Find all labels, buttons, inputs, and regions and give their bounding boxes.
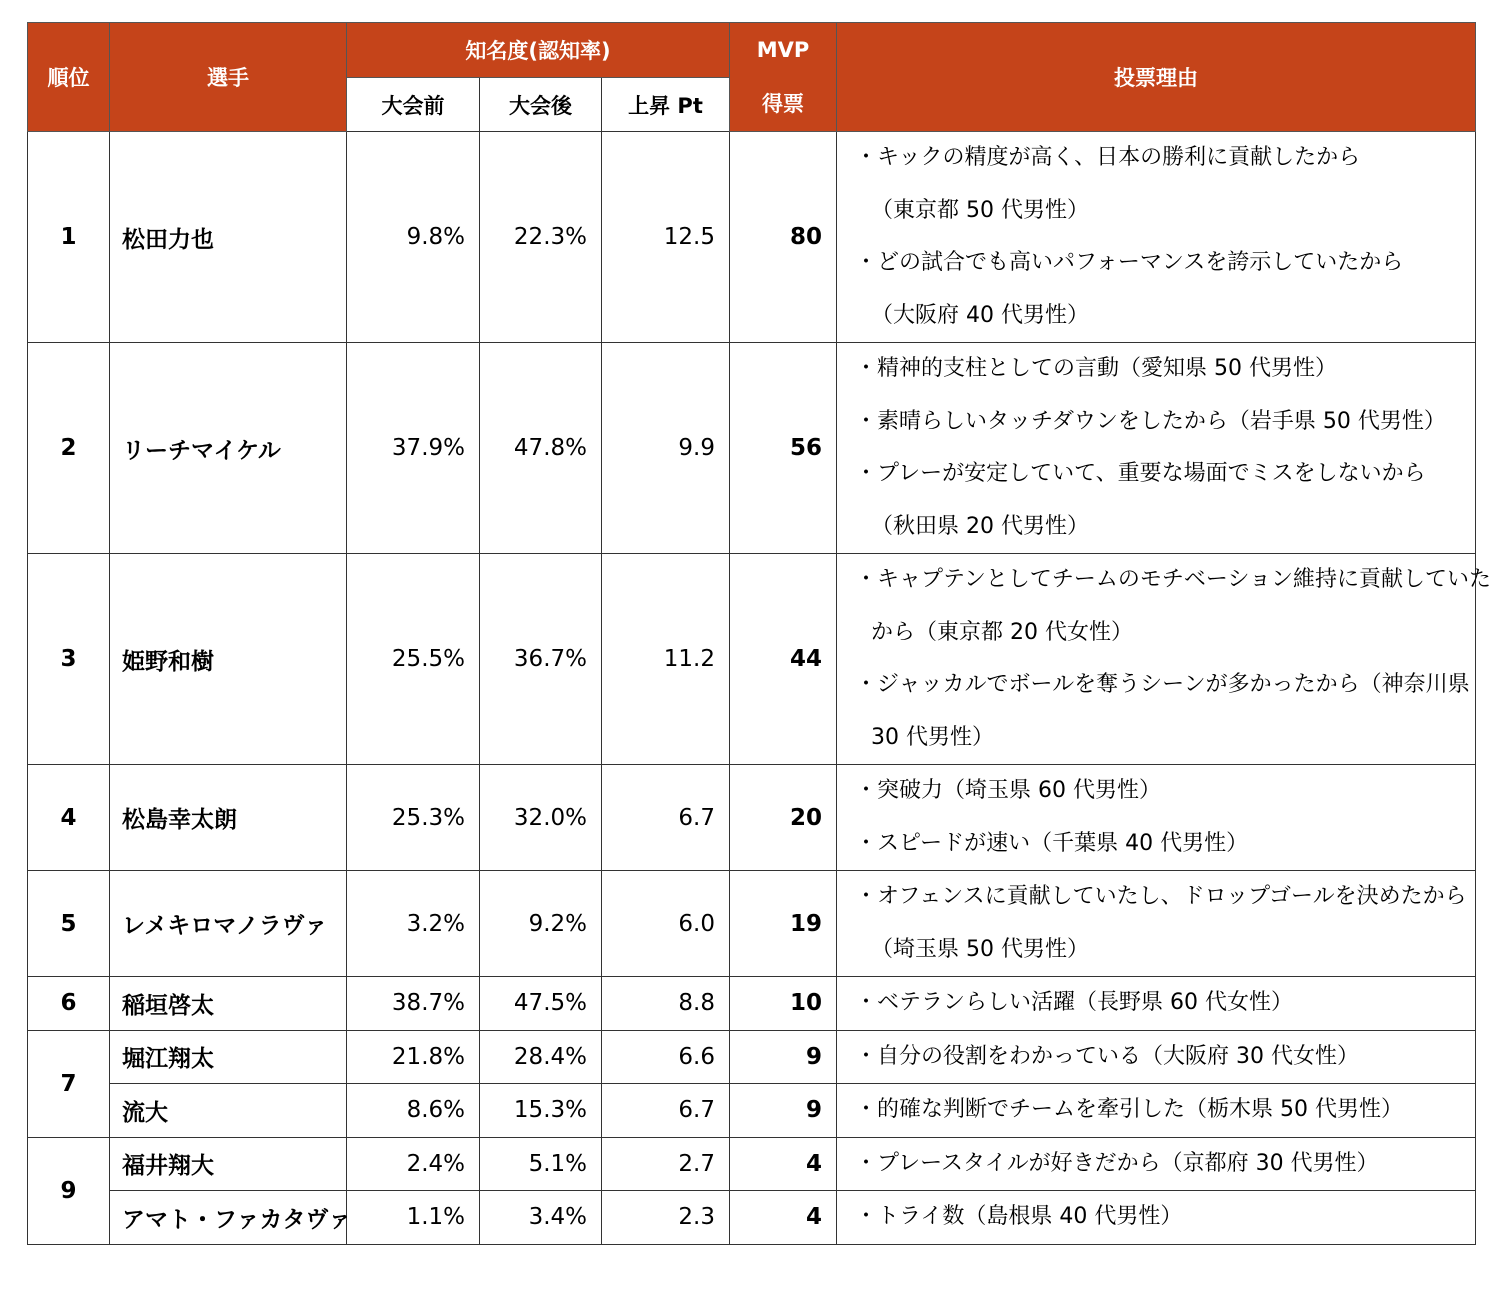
header-rank: 順位: [28, 23, 110, 132]
reason-line: （大阪府 40 代男性）: [871, 302, 1089, 328]
before-cell: 8.6%: [347, 1084, 480, 1138]
reason-cell: [837, 554, 1492, 765]
reason-line: ・素晴らしいタッチダウンをしたから（岩手県 50 代男性）: [855, 408, 1446, 434]
player-cell: 福井翔大: [110, 1137, 347, 1191]
mvp-votes-cell: 44: [730, 554, 837, 765]
reason-line: ・プレーが安定していて、重要な場面でミスをしないから: [855, 461, 1426, 486]
after-cell: 36.7%: [480, 554, 602, 765]
rise-cell: 2.3: [602, 1191, 730, 1245]
reason-line: 30 代男性）: [871, 724, 994, 750]
table-row: [28, 765, 1476, 871]
after-cell: 5.1%: [480, 1137, 602, 1191]
before-cell: 38.7%: [347, 977, 480, 1031]
reason-line: ・的確な判断でチームを牽引した（栃木県 50 代男性）: [855, 1097, 1403, 1122]
mvp-votes-cell: 4: [730, 1137, 837, 1191]
header-reason: 投票理由: [837, 23, 1476, 132]
before-cell: 9.8%: [347, 132, 480, 343]
rise-cell: 9.9: [602, 343, 730, 554]
rank-cell: 6: [28, 977, 110, 1031]
table-body: [28, 132, 1492, 1245]
table-row: [28, 1084, 1476, 1138]
before-cell: 21.8%: [347, 1030, 480, 1084]
table-row: [28, 554, 1476, 765]
reason-line: （埼玉県 50 代男性）: [871, 936, 1089, 962]
rank-cell: 3: [28, 554, 110, 765]
reason-line: ・どの試合でも高いパフォーマンスを誇示していたから: [855, 250, 1404, 275]
player-cell: アマト・ファカタヴァ: [110, 1191, 347, 1245]
rise-cell: 6.7: [602, 765, 730, 871]
rank-cell: 4: [28, 765, 110, 871]
reason-line: ・自分の役割をわかっている（大阪府 30 代女性）: [855, 1043, 1359, 1069]
reason-line: から（東京都 20 代女性）: [871, 619, 1133, 645]
player-cell: レメキロマノラヴァ: [110, 871, 347, 977]
rank-cell: 1: [28, 132, 110, 343]
before-cell: 2.4%: [347, 1137, 480, 1191]
mvp-votes-cell: 9: [730, 1084, 837, 1138]
reason-line: ・ジャッカルでボールを奪うシーンが多かったから（神奈川県: [855, 672, 1470, 697]
header-recognition-group: 知名度(認知率): [347, 23, 730, 78]
reason-cell: [837, 1137, 1476, 1191]
mvp-ranking-table: [27, 22, 1492, 1245]
player-cell: 松島幸太朗: [110, 765, 347, 871]
player-cell: 姫野和樹: [110, 554, 347, 765]
rank-cell: 7: [28, 1030, 110, 1137]
reason-line: ・ベテランらしい活躍（長野県 60 代女性）: [855, 990, 1293, 1015]
rise-cell: 12.5: [602, 132, 730, 343]
reason-cell: [837, 871, 1476, 977]
header-mvp: [730, 23, 837, 132]
rank-cell: 2: [28, 343, 110, 554]
table-row: [28, 871, 1476, 977]
after-cell: 47.8%: [480, 343, 602, 554]
header-before: 大会前: [347, 78, 480, 132]
rank-cell: 9: [28, 1137, 110, 1244]
after-cell: 15.3%: [480, 1084, 602, 1138]
reason-cell: [837, 1084, 1476, 1138]
after-cell: 28.4%: [480, 1030, 602, 1084]
rise-cell: 8.8: [602, 977, 730, 1031]
table-row: [28, 132, 1476, 343]
rank-cell: 5: [28, 871, 110, 977]
after-cell: 47.5%: [480, 977, 602, 1031]
reason-cell: [837, 765, 1476, 871]
mvp-votes-cell: 56: [730, 343, 837, 554]
after-cell: 9.2%: [480, 871, 602, 977]
rise-cell: 2.7: [602, 1137, 730, 1191]
player-cell: 堀江翔太: [110, 1030, 347, 1084]
reason-line: ・精神的支柱としての言動（愛知県 50 代男性）: [855, 356, 1337, 381]
reason-cell: [837, 1030, 1476, 1084]
header-mvp-line2: 得票: [762, 92, 804, 116]
player-cell: 稲垣啓太: [110, 977, 347, 1031]
header-rise: 上昇 Pt: [602, 78, 730, 132]
table-row: [28, 1030, 1476, 1084]
reason-line: ・スピードが速い（千葉県 40 代男性）: [855, 830, 1249, 856]
rise-cell: 6.0: [602, 871, 730, 977]
player-cell: 松田力也: [110, 132, 347, 343]
table-row: [28, 1191, 1476, 1245]
rise-cell: 11.2: [602, 554, 730, 765]
mvp-votes-cell: 20: [730, 765, 837, 871]
rise-cell: 6.6: [602, 1030, 730, 1084]
before-cell: 1.1%: [347, 1191, 480, 1245]
reason-line: ・キャプテンとしてチームのモチベーション維持に貢献していた: [855, 567, 1492, 592]
after-cell: 32.0%: [480, 765, 602, 871]
before-cell: 3.2%: [347, 871, 480, 977]
reason-cell: [837, 132, 1476, 343]
reason-line: ・突破力（埼玉県 60 代男性）: [855, 778, 1161, 803]
reason-line: （秋田県 20 代男性）: [871, 513, 1089, 539]
header-player: 選手: [110, 23, 347, 132]
mvp-votes-cell: 19: [730, 871, 837, 977]
rise-cell: 6.7: [602, 1084, 730, 1138]
mvp-votes-cell: 4: [730, 1191, 837, 1245]
before-cell: 37.9%: [347, 343, 480, 554]
before-cell: 25.3%: [347, 765, 480, 871]
reason-cell: [837, 343, 1476, 554]
mvp-votes-cell: 10: [730, 977, 837, 1031]
table-row: [28, 1137, 1476, 1191]
reason-line: （東京都 50 代男性）: [871, 197, 1089, 223]
reason-cell: [837, 1191, 1476, 1245]
mvp-votes-cell: 9: [730, 1030, 837, 1084]
header-mvp-line1: MVP: [756, 38, 810, 62]
header-after: 大会後: [480, 78, 602, 132]
table-row: [28, 343, 1476, 554]
mvp-votes-cell: 80: [730, 132, 837, 343]
before-cell: 25.5%: [347, 554, 480, 765]
reason-line: ・トライ数（島根県 40 代男性）: [855, 1204, 1183, 1229]
table-row: [28, 977, 1476, 1031]
after-cell: 22.3%: [480, 132, 602, 343]
reason-line: ・オフェンスに貢献していたし、ドロップゴールを決めたから: [855, 884, 1467, 909]
after-cell: 3.4%: [480, 1191, 602, 1245]
reason-cell: [837, 977, 1476, 1031]
player-cell: 流大: [110, 1084, 347, 1138]
reason-line: ・キックの精度が高く、日本の勝利に貢献したから: [855, 145, 1361, 170]
player-cell: リーチマイケル: [110, 343, 347, 554]
reason-line: ・プレースタイルが好きだから（京都府 30 代男性）: [855, 1150, 1379, 1176]
